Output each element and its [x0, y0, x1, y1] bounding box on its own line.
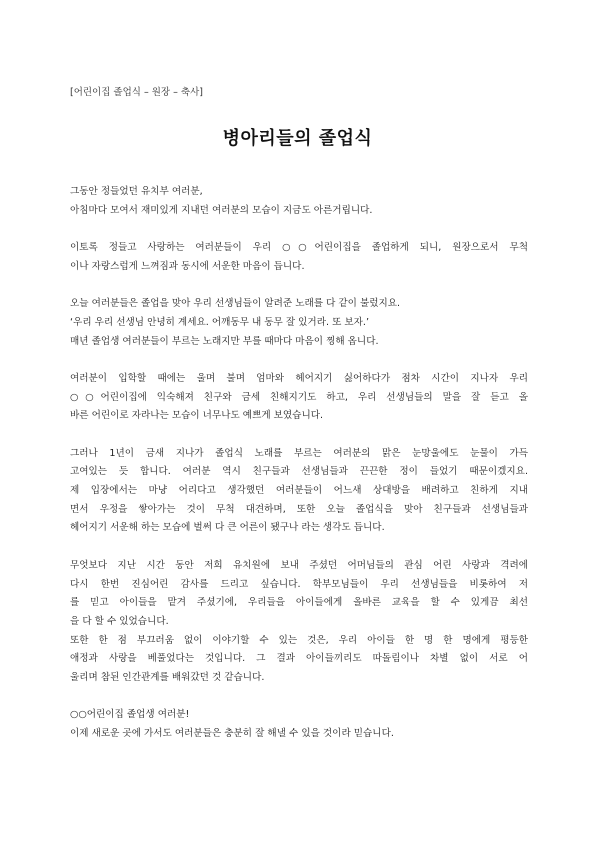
paragraph — [70, 445, 528, 538]
text-line: 면서 우정을 쌓아가는 것이 무척 대견하며, 또한 오늘 졸업식을 맞아 친구들과 선생님들과 — [70, 503, 528, 515]
text-line: 를 믿고 아이들을 맡겨 주셨기에, 우리들을 아이들에게 올바른 교육을 할 수 있게끔 최선 — [70, 597, 528, 609]
text-line: ○○어린이집에 익숙해져 친구와 금세 친해지기도 하고, 우리 선생님들의 말을 잘 듣고 올 — [70, 391, 528, 403]
speech-body — [70, 183, 528, 744]
text-line: 이제 새로운 곳에 가서도 여러분들은 충분히 잘 해낼 수 있을 것이라 믿습니다. — [70, 728, 394, 740]
text-line: 또한 한 점 부끄러움 없이 이야기할 수 있는 것은, 우리 아이들 한 명 한 명에게 평등한 — [70, 634, 528, 646]
paragraph — [70, 239, 528, 276]
text-line: 그동안 정들었던 유치부 여러분, — [70, 186, 203, 197]
paragraph — [70, 706, 528, 743]
text-line: 헤어지기 서운해 하는 모습에 벌써 다 큰 어른이 됐구나 라는 생각도 듭니다. — [70, 522, 385, 534]
text-line: 애정과 사랑을 베풀었다는 것입니다. 그 결과 아이들끼리도 따돌림이나 차별 없이 서로 어 — [70, 653, 528, 665]
text-line: 이토록 정들고 사랑하는 여러분들이 우리 ○○어린이집을 졸업하게 되니, 원장으로서 무척 — [70, 242, 528, 254]
text-line: 바른 어린이로 자라나는 모습이 너무나도 예쁘게 보였습니다. — [70, 410, 324, 422]
text-line: 매년 졸업생 여러분들이 부르는 노래지만 부를 때마다 마음이 찡해 옵니다. — [70, 335, 379, 347]
text-line: 다시 한번 진심어린 감사를 드리고 싶습니다. 학부모님들이 우리 선생님들을 비롯하여 저 — [70, 578, 528, 590]
paragraph — [70, 183, 528, 220]
text-line: 무엇보다 지난 시간 동안 저희 유치원에 보내 주셨던 어머님들의 관심 어린 사랑과 격려에 — [70, 559, 528, 571]
page-title: 병아리들의 졸업식 — [222, 128, 373, 149]
text-line: 이나 자랑스럽게 느껴짐과 동시에 서운한 마음이 듭니다. — [70, 260, 305, 272]
text-line: 제 입장에서는 마냥 어리다고 생각했던 여러분들이 어느새 상대방을 배려하고 친하게 지내 — [70, 485, 528, 497]
text-line: 울리며 참된 인간관계를 배워갔던 것 같습니다. — [70, 672, 265, 684]
text-line: 여러분이 입학할 때에는 울며 불며 엄마와 헤어지기 싫어하다가 점차 시간이 지나자 우리 — [70, 372, 528, 384]
header-note: [어린이집 졸업식 – 원장 – 축사] — [70, 87, 203, 98]
paragraph — [70, 370, 528, 426]
text-line: ○○어린이집 졸업생 여러분! — [70, 709, 190, 721]
text-line: 을 다 할 수 있었습니다. — [70, 615, 169, 627]
text-line: 그러나 1년이 금새 지나가 졸업식 노래를 부르는 여러분의 맑은 눈망울에도 눈물이 가득 — [70, 447, 528, 459]
paragraph — [70, 557, 528, 688]
text-line: 아침마다 모여서 재미있게 지내던 여러분의 모습이 지금도 아른거립니다. — [70, 204, 373, 216]
text-line: ‘우리 우리 선생님 안녕히 계세요. 어깨동무 내 동무 잘 있거라. 또 보자.’ — [70, 316, 370, 328]
paragraph — [70, 295, 528, 351]
text-line: 오늘 여러분들은 졸업을 맞아 우리 선생님들이 알려준 노래를 다 같이 불렀지요. — [70, 298, 401, 310]
text-line: 고여있는 듯 합니다. 여러분 역시 친구들과 선생님들과 끈끈한 정이 들었기 때문이겠지요. — [70, 466, 528, 478]
